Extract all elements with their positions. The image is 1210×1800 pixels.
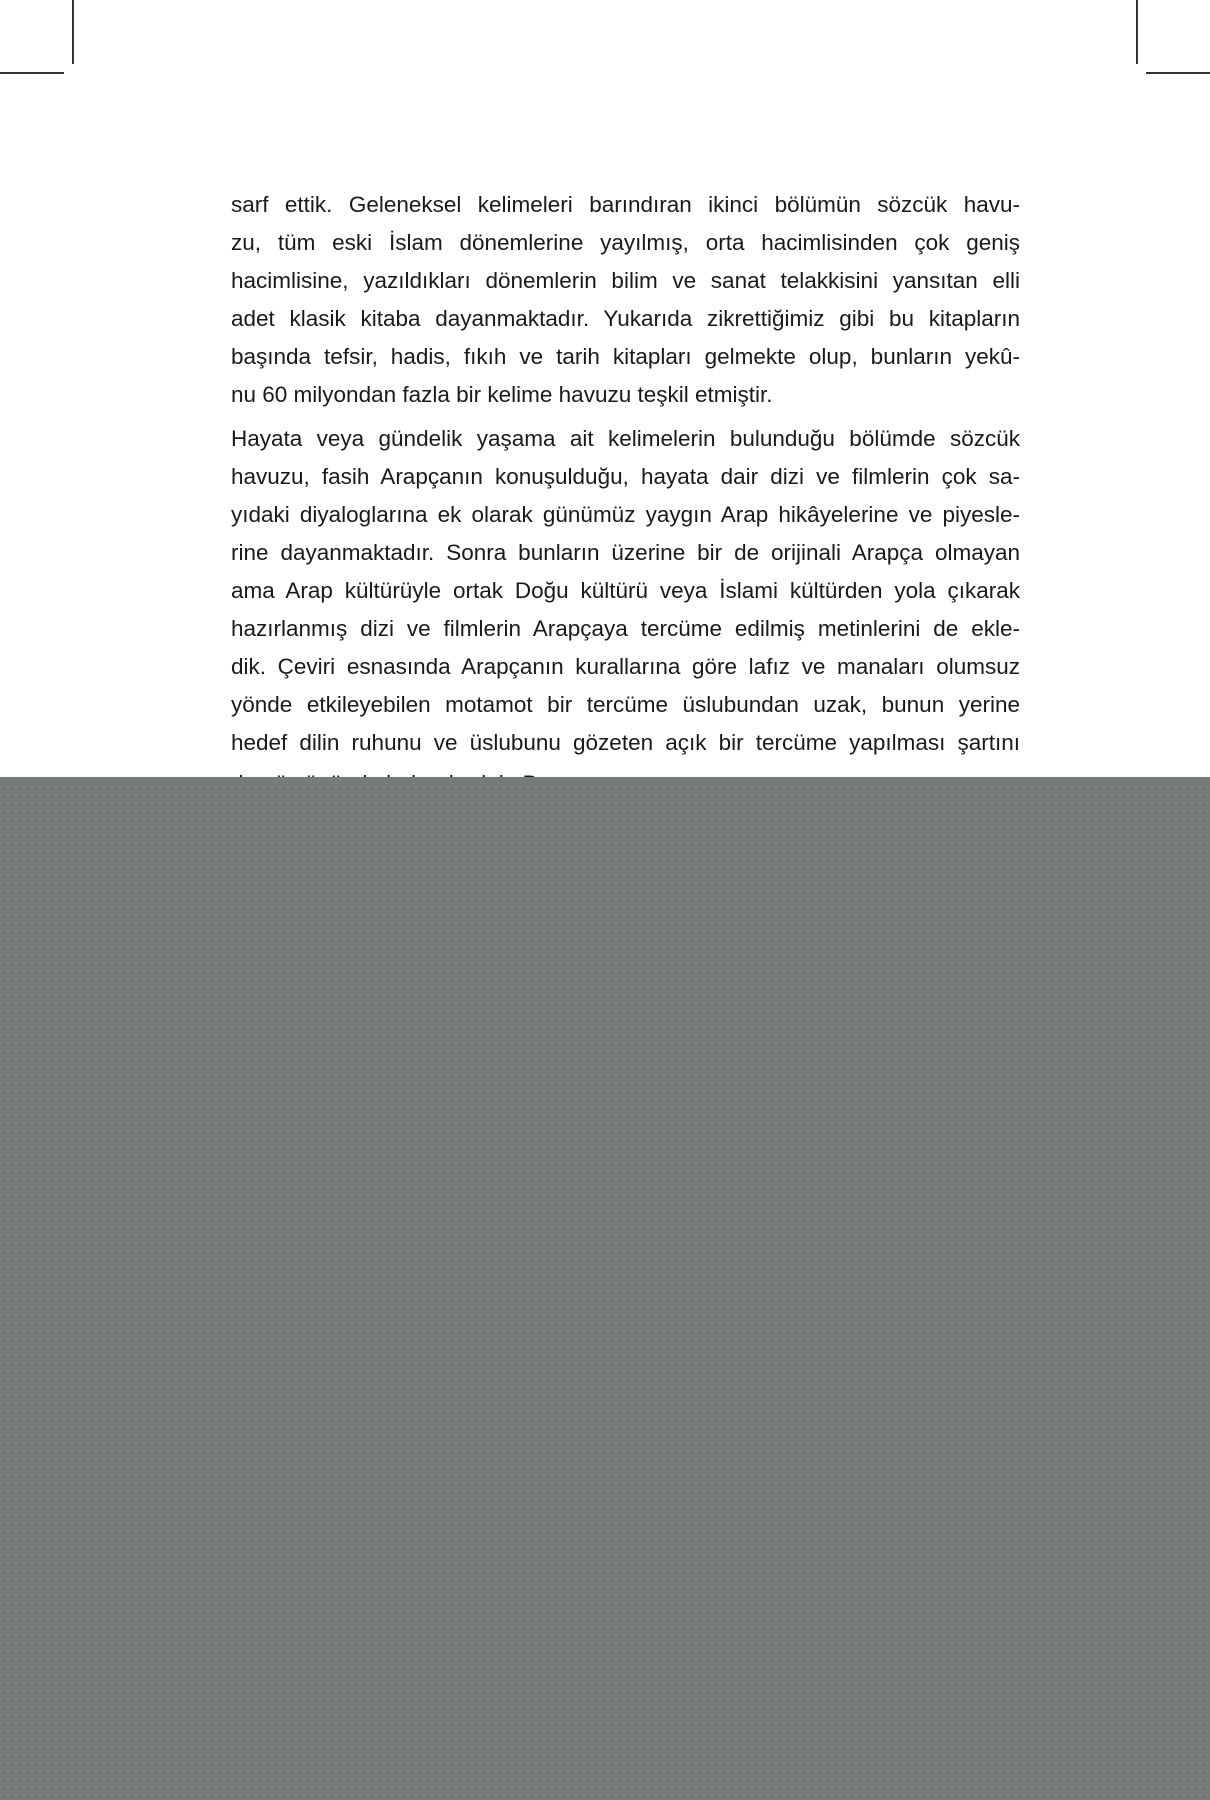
text-line: hedef dilin ruhunu ve üslubunu gözeten açık bir tercüme yapılması şartını — [231, 730, 1020, 755]
text-line: havuzu, fasih Arapçanın konuşulduğu, hayata dair dizi ve filmlerin çok sa- — [231, 464, 1020, 489]
paragraph-1 — [231, 186, 1020, 414]
text-line: hacimlisine, yazıldıkları dönemlerin bilim ve sanat telakkisini yansıtan elli — [231, 268, 1020, 293]
text-line: hazırlanmış dizi ve filmlerin Arapçaya tercüme edilmiş metinlerini de ekle- — [231, 616, 1020, 641]
text-line: rine dayanmaktadır. Sonra bunların üzerine bir de orijinali Arapça olmayan — [231, 540, 1020, 565]
text-line: dik. Çeviri esnasında Arapçanın kurallarına göre lafız ve manaları olumsuz — [231, 654, 1020, 679]
crop-mark-top-right-horizontal — [1146, 72, 1210, 74]
text-line: yönde etkileyebilen motamot bir tercüme üslubundan uzak, bunun yerine — [231, 692, 1020, 717]
crop-mark-top-left-horizontal — [0, 72, 64, 74]
text-line: nu 60 milyondan fazla bir kelime havuzu teşkil etmiştir. — [231, 382, 773, 407]
text-line: ama Arap kültürüyle ortak Doğu kültürü veya İslami kültürden yola çıkarak — [231, 578, 1020, 603]
text-line: zu, tüm eski İslam dönemlerine yayılmış, orta hacimlisinden çok geniş — [231, 230, 1020, 255]
gray-overlay-edge — [0, 777, 1210, 785]
text-line: sarf ettik. Geleneksel kelimeleri barındıran ikinci bölümün sözcük havu- — [231, 192, 1020, 217]
text-line: Hayata veya gündelik yaşama ait kelimelerin bulunduğu bölümde sözcük — [231, 426, 1020, 451]
body-text — [231, 186, 1020, 768]
paragraph-2 — [231, 420, 1020, 762]
gray-overlay-panel — [0, 777, 1210, 1800]
crop-mark-top-left-vertical — [72, 0, 74, 64]
crop-mark-top-right-vertical — [1136, 0, 1138, 64]
text-line: başında tefsir, hadis, fıkıh ve tarih kitapları gelmekte olup, bunların yekû- — [231, 344, 1020, 369]
text-line: adet klasik kitaba dayanmaktadır. Yukarıda zikrettiğimiz gibi bu kitapların — [231, 306, 1020, 331]
text-line: yıdaki diyaloglarına ek olarak günümüz yaygın Arap hikâyelerine ve piyesle- — [231, 502, 1020, 527]
